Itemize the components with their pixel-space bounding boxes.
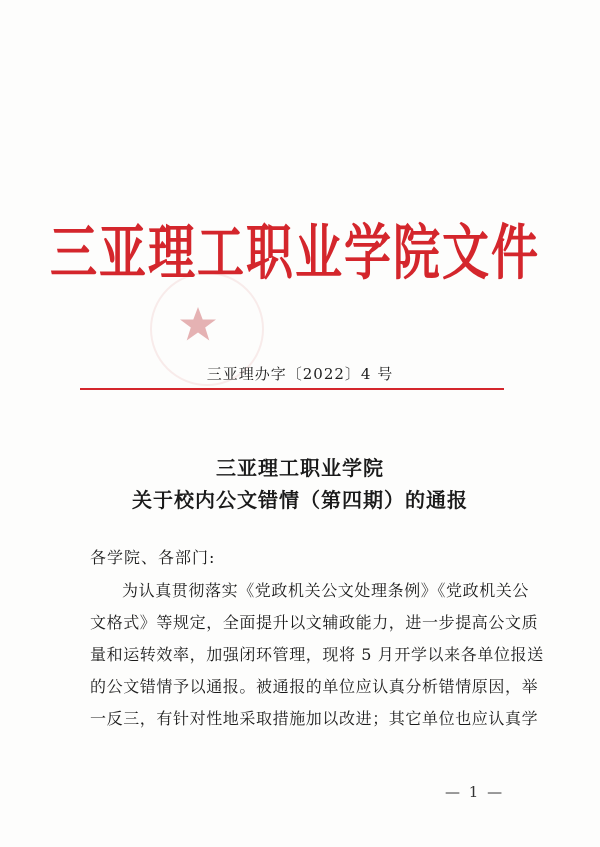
- red-divider-line: [80, 388, 504, 390]
- document-header-title: 三亚理工职业学院文件: [50, 217, 540, 289]
- salutation: 各学院、各部门:: [90, 548, 216, 567]
- body-line: 文格式》等规定，全面提升以文辅政能力，进一步提高公文质: [90, 613, 539, 632]
- document-number: 三亚理办字〔2022〕4 号: [206, 365, 394, 383]
- page-number: — 1 —: [445, 783, 505, 801]
- body-line: 为认真贯彻落实《党政机关公文处理条例》《党政机关公: [122, 581, 530, 600]
- notice-title-line2: 关于校内公文错情（第四期）的通报: [132, 488, 468, 512]
- body-line: 量和运转效率，加强闭环管理，现将 5 月开学以来各单位报送: [90, 645, 544, 664]
- body-line: 的公文错情予以通报。被通报的单位应认真分析错情原因，举: [90, 677, 539, 696]
- notice-title-line1: 三亚理工职业学院: [216, 456, 384, 480]
- body-line: 一反三，有针对性地采取措施加以改进；其它单位也应认真学: [90, 709, 539, 728]
